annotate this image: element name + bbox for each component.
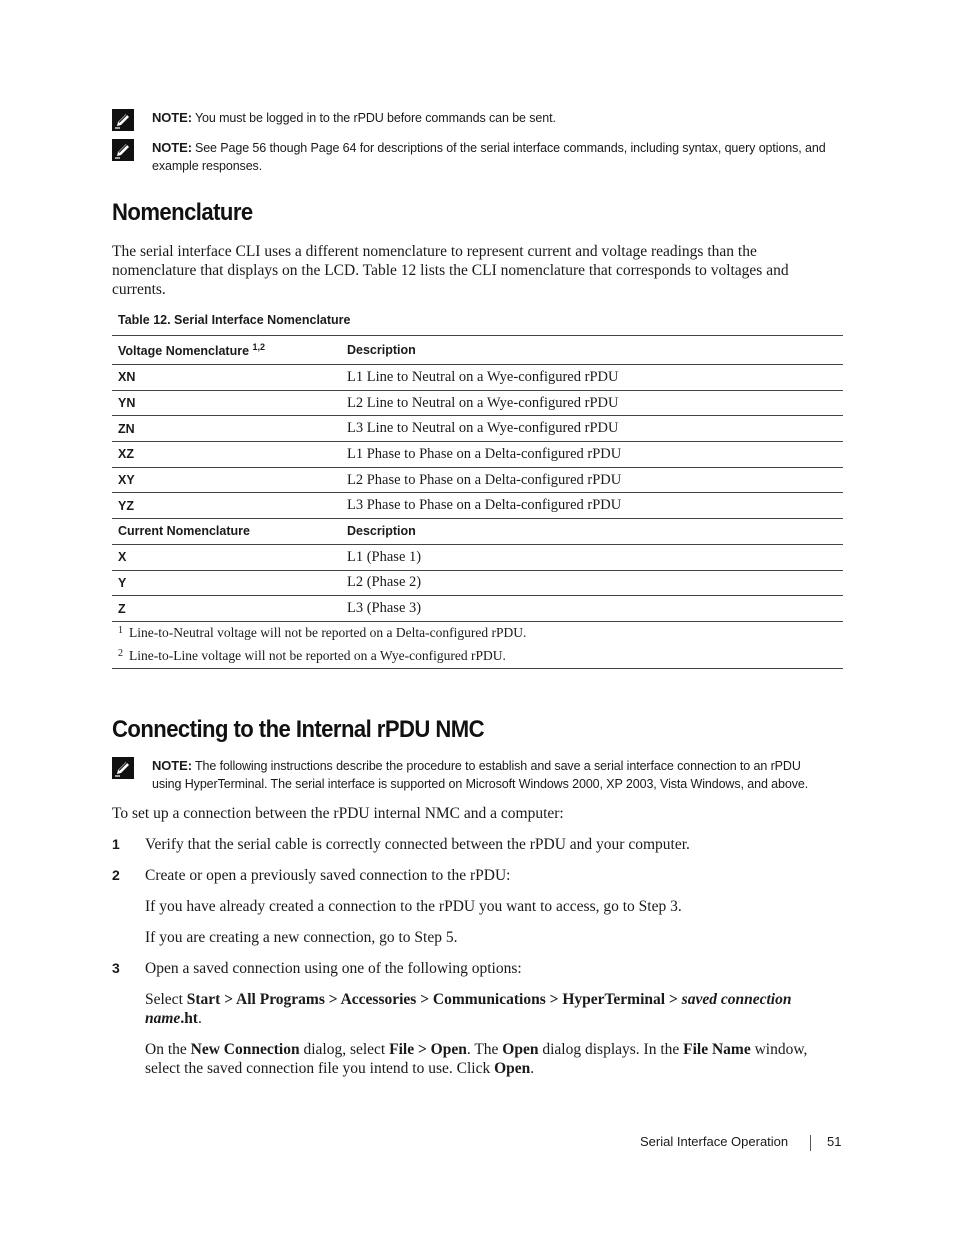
note-text: The following instructions describe the procedure to establish and save a serial interface connection to an rPDU using HyperTerminal. The serial interface is supported on Microsoft Windows 2000, XP 2003, Vista Windows, and above.	[152, 759, 809, 791]
footer-title: Serial Interface Operation	[640, 1134, 789, 1149]
footnote	[112, 645, 843, 669]
code-cell: YZ	[112, 493, 341, 519]
step-text: Open a saved connection using one of the following options:	[145, 960, 522, 977]
note-label: NOTE:	[152, 110, 192, 125]
desc-cell: L3 (Phase 3)	[341, 596, 843, 622]
step-text: Create or open a previously saved connection to the rPDU:	[145, 867, 511, 884]
table-footnote-row	[112, 621, 843, 645]
current-header-cell: Current Nomenclature	[112, 519, 341, 545]
file-name-label: File Name	[683, 1041, 751, 1058]
step-3-substep-1: Select Start > All Programs > Accessories > Communications > HyperTerminal > saved connection name.ht.	[145, 991, 792, 1027]
step-3-substep-2: On the New Connection dialog, select File > Open. The Open dialog displays. In the File Name window, select the saved connection file you intend to use. Click Open.	[145, 1041, 808, 1077]
note-text: See Page 56 though Page 64 for descriptions of the serial interface commands, including syntax, query options, and example responses.	[152, 141, 826, 173]
file-extension: .ht	[180, 1010, 198, 1027]
description-header-cell: Description	[341, 336, 843, 365]
step-2-substep-2: If you are creating a new connection, go to Step 5.	[145, 929, 458, 946]
step-3	[112, 959, 842, 978]
step-number: 1	[112, 836, 120, 852]
section-heading-nomenclature: Nomenclature	[112, 199, 253, 226]
intro-paragraph: To set up a connection between the rPDU internal NMC and a computer:	[112, 805, 564, 822]
note-text: You must be logged in to the rPDU before commands can be sent.	[194, 111, 556, 125]
new-connection-label: New Connection	[190, 1041, 300, 1058]
voltage-header-cell: Voltage Nomenclature $^{1,2}$	[112, 336, 341, 365]
code-cell: Z	[112, 596, 341, 622]
saved-connection-name: saved connection name	[145, 991, 792, 1027]
note-pencil-icon	[112, 109, 134, 131]
note-label: NOTE:	[152, 140, 192, 155]
table-row	[112, 442, 843, 468]
note-label: NOTE:	[152, 758, 192, 773]
desc-cell: L2 Line to Neutral on a Wye-configured rPDU	[341, 390, 843, 416]
desc-cell: L2 Phase to Phase on a Delta-configured rPDU	[341, 467, 843, 493]
table-subheader-row	[112, 519, 843, 545]
menu-path: Start > All Programs > Accessories > Communications > HyperTerminal >	[186, 991, 682, 1008]
code-cell: XZ	[112, 442, 341, 468]
desc-cell: L3 Phase to Phase on a Delta-configured rPDU	[341, 493, 843, 519]
desc-cell: L1 Phase to Phase on a Delta-configured rPDU	[341, 442, 843, 468]
section-paragraph: The serial interface CLI uses a different nomenclature to represent current and voltage readings than the nomenclature that displays on the LCD. Table 12 lists the CLI nomenclature that corresponds to voltages and currents.	[112, 243, 789, 298]
desc-cell: L3 Line to Neutral on a Wye-configured rPDU	[341, 416, 843, 442]
step-number: 2	[112, 867, 120, 883]
note-1	[112, 109, 832, 127]
desc-cell: L1 Line to Neutral on a Wye-configured rPDU	[341, 365, 843, 391]
footnote-mark: 2	[118, 648, 123, 660]
page-number: 51	[827, 1134, 842, 1149]
footnote-mark: 1	[118, 625, 123, 637]
nomenclature-table	[112, 335, 843, 669]
desc-cell: L2 (Phase 2)	[341, 570, 843, 596]
table-row	[112, 467, 843, 493]
code-cell: YN	[112, 390, 341, 416]
code-cell: XY	[112, 467, 341, 493]
table-header-row	[112, 336, 843, 365]
table-caption: Table 12. Serial Interface Nomenclature	[118, 313, 351, 327]
note-3	[112, 757, 832, 793]
step-1	[112, 835, 842, 854]
step-2-substep-1: If you have already created a connection to the rPDU you want to access, go to Step 3.	[145, 898, 682, 915]
code-cell: ZN	[112, 416, 341, 442]
table-row	[112, 596, 843, 622]
table-row	[112, 416, 843, 442]
note-pencil-icon	[112, 757, 134, 779]
header-superscript: 1,2	[252, 341, 266, 352]
step-number: 3	[112, 960, 120, 976]
table-row	[112, 544, 843, 570]
table-footnote-row	[112, 645, 843, 669]
table-row	[112, 390, 843, 416]
step-2	[112, 866, 842, 885]
table-row	[112, 570, 843, 596]
table-row	[112, 493, 843, 519]
open-dialog-label: Open	[502, 1041, 539, 1058]
description-header-cell: Description	[341, 519, 843, 545]
table-row	[112, 365, 843, 391]
file-open-label: File > Open	[389, 1041, 467, 1058]
footnote	[112, 621, 843, 645]
footnote-text: Line-to-Neutral voltage will not be reported on a Delta-configured rPDU.	[129, 625, 527, 641]
step-text: Verify that the serial cable is correctly connected between the rPDU and your computer.	[145, 836, 690, 853]
note-pencil-icon	[112, 139, 134, 161]
code-cell: XN	[112, 365, 341, 391]
desc-cell: L1 (Phase 1)	[341, 544, 843, 570]
footnote-text: Line-to-Line voltage will not be reported on a Wye-configured rPDU.	[129, 648, 506, 664]
code-cell: X	[112, 544, 341, 570]
note-2	[112, 139, 832, 175]
open-button-label: Open	[494, 1060, 531, 1077]
section-heading-connecting: Connecting to the Internal rPDU NMC	[112, 716, 484, 743]
footer-divider	[810, 1135, 811, 1151]
code-cell: Y	[112, 570, 341, 596]
